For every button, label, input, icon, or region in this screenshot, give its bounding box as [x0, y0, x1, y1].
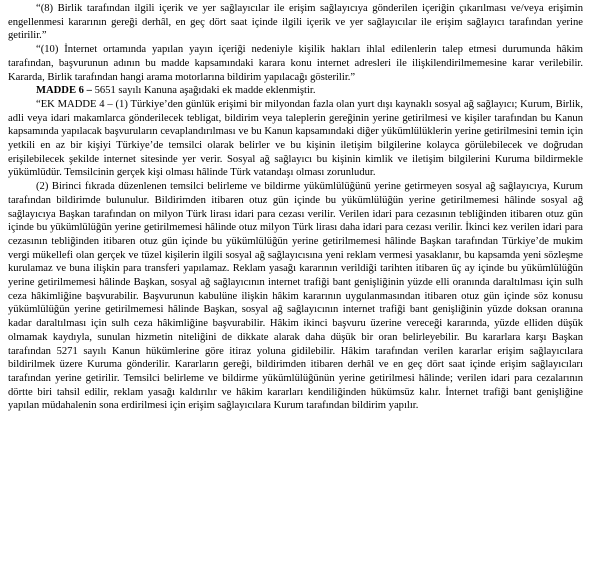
madde-6-label: MADDE 6 – [36, 85, 92, 97]
madde-6-paragraph [8, 84, 583, 98]
paragraph-8: “(8) Birlik tarafından ilgili içerik ve yer sağlayıcılar ile erişim sağlayıcıya gönderilen içeriğin çıkarılması ve/veya erişimin engellenmesi kararının gereği derhâl, en geç dört saat içinde ilgili içerik ve yer sağlayıcılar ile erişim sağlayıcı tarafından yerine getirilir.” [8, 3, 583, 42]
paragraph-10: “(10) İnternet ortamında yapılan yayın içeriği nedeniyle kişilik hakları ihlal edilenlerin talep etmesi durumunda hâkim tarafından, başvurunun adının bu madde kapsamındaki karara konu internet adresleri ile ilişkilendirilmemesine karar verilebilir. Kararda, Birlik tarafından hangi arama motorlarına bildirim yapılacağı gösterilir.” [8, 44, 583, 83]
madde-6-text: 5651 sayılı Kanuna aşağıdaki ek madde eklenmiştir. [91, 85, 316, 97]
ek-madde-4-paragraph-1: “EK MADDE 4 – (1) Türkiye’den günlük erişimi bir milyondan fazla olan yurt dışı kaynaklı sosyal ağ sağlayıcı; Kurum, Birlik, adli veya idari makamlarca gönderilecek tebligat, bildirim veya taleplerin gereğinin yerine getirilmesi ve kişiler tarafından bu Kanun kapsamında yapılacak başvuruların cevaplandırılması ve bu Kanun kapsamındaki diğer yükümlülüklerin yerine getirilmesini temin için yetkili en az bir kişiyi Türkiye’de temsilci olarak belirler ve bu kişinin iletişim bilgilerine kolayca görülebilecek ve doğrudan erişilebilecek şekilde internet sitesinde yer verir. Sosyal ağ sağlayıcı bu kişinin kimlik ve iletişim bilgilerini Kuruma bildirmekle yükümlüdür. Temsilcinin gerçek kişi olması hâlinde Türk vatandaşı olması zorunludur. [8, 98, 583, 179]
ek-madde-4-paragraph-2: (2) Birinci fıkrada düzenlenen temsilci belirleme ve bildirme yükümlülüğünü yerine getirmeyen sosyal ağ sağlayıcıya, Kurum tarafından bildirimde bulunulur. Bildirimden itibaren otuz gün içinde bu yükümlülüğün yerine getirilmemesi hâlinde sosyal ağ sağlayıcıya Başkan tarafından on milyon Türk lirası idari para cezası verilir. Verilen idari para cezasının tebliğinden itibaren otuz gün içinde bu yükümlülüğün yerine getirilmemesi hâlinde otuz milyon Türk lirası daha idari para cezası verilir. İkinci kez verilen idari para cezasının tebliğinden itibaren otuz gün içinde bu yükümlülüğün yerine getirilmemesi hâlinde Başkan tarafından Türkiye’de mukim vergi mükellefi olan gerçek ve tüzel kişilerin ilgili sosyal ağ sağlayıcısına yeni reklam vermesi yasaklanır, bu kapsamda yeni sözleşme kurulamaz ve buna ilişkin para transferi yapılamaz. Reklam yasağı kararının verildiği tarihten itibaren üç ay içinde bu yükümlülüğün yerine getirilmemesi hâlinde Başkan, sosyal ağ sağlayıcının internet trafiği bant genişliğinin yüzde elli oranında daraltılması için sulh ceza hâkimliğine başvurabilir. Başvurunun kabulüne ilişkin hâkim kararının uygulanmasından itibaren otuz gün içinde söz konusu yükümlülüğün yerine getirilmemesi hâlinde Başkan, sosyal ağ sağlayıcının internet trafiği bant genişliğinin yüzde doksan oranına kadar daraltılması için sulh ceza hâkimliğine başvurabilir. Hâkim ikinci başvuru üzerine vereceği kararında, yüzde elliden düşük olmamak kaydıyla, sunulan hizmetin niteliğini de dikkate alarak daha düşük bir oran belirleyebilir. Bu kararlara karşı Başkan tarafından 5271 sayılı Kanun hükümlerine göre itiraz yoluna gidilebilir. Hâkim tarafından verilen kararlar erişim sağlayıcılara bildirilmek üzere Kuruma gönderilir. Kararların gereği, bildirimden itibaren derhâl ve en geç dört saat içinde erişim sağlayıcıları tarafından yerine getirilir. Temsilci belirleme ve bildirme yükümlülüğünün yerine getirilmesi hâlinde; verilen idari para cezalarının dörtte biri tahsil edilir, reklam yasağı kaldırılır ve hâkim kararları kendiliğinden hükümsüz kalır. İnternet trafiği bant genişliğine yapılan müdahalenin sona erdirilmesi için erişim sağlayıcılara Kurum tarafından bildirim yapılır. [8, 181, 583, 412]
